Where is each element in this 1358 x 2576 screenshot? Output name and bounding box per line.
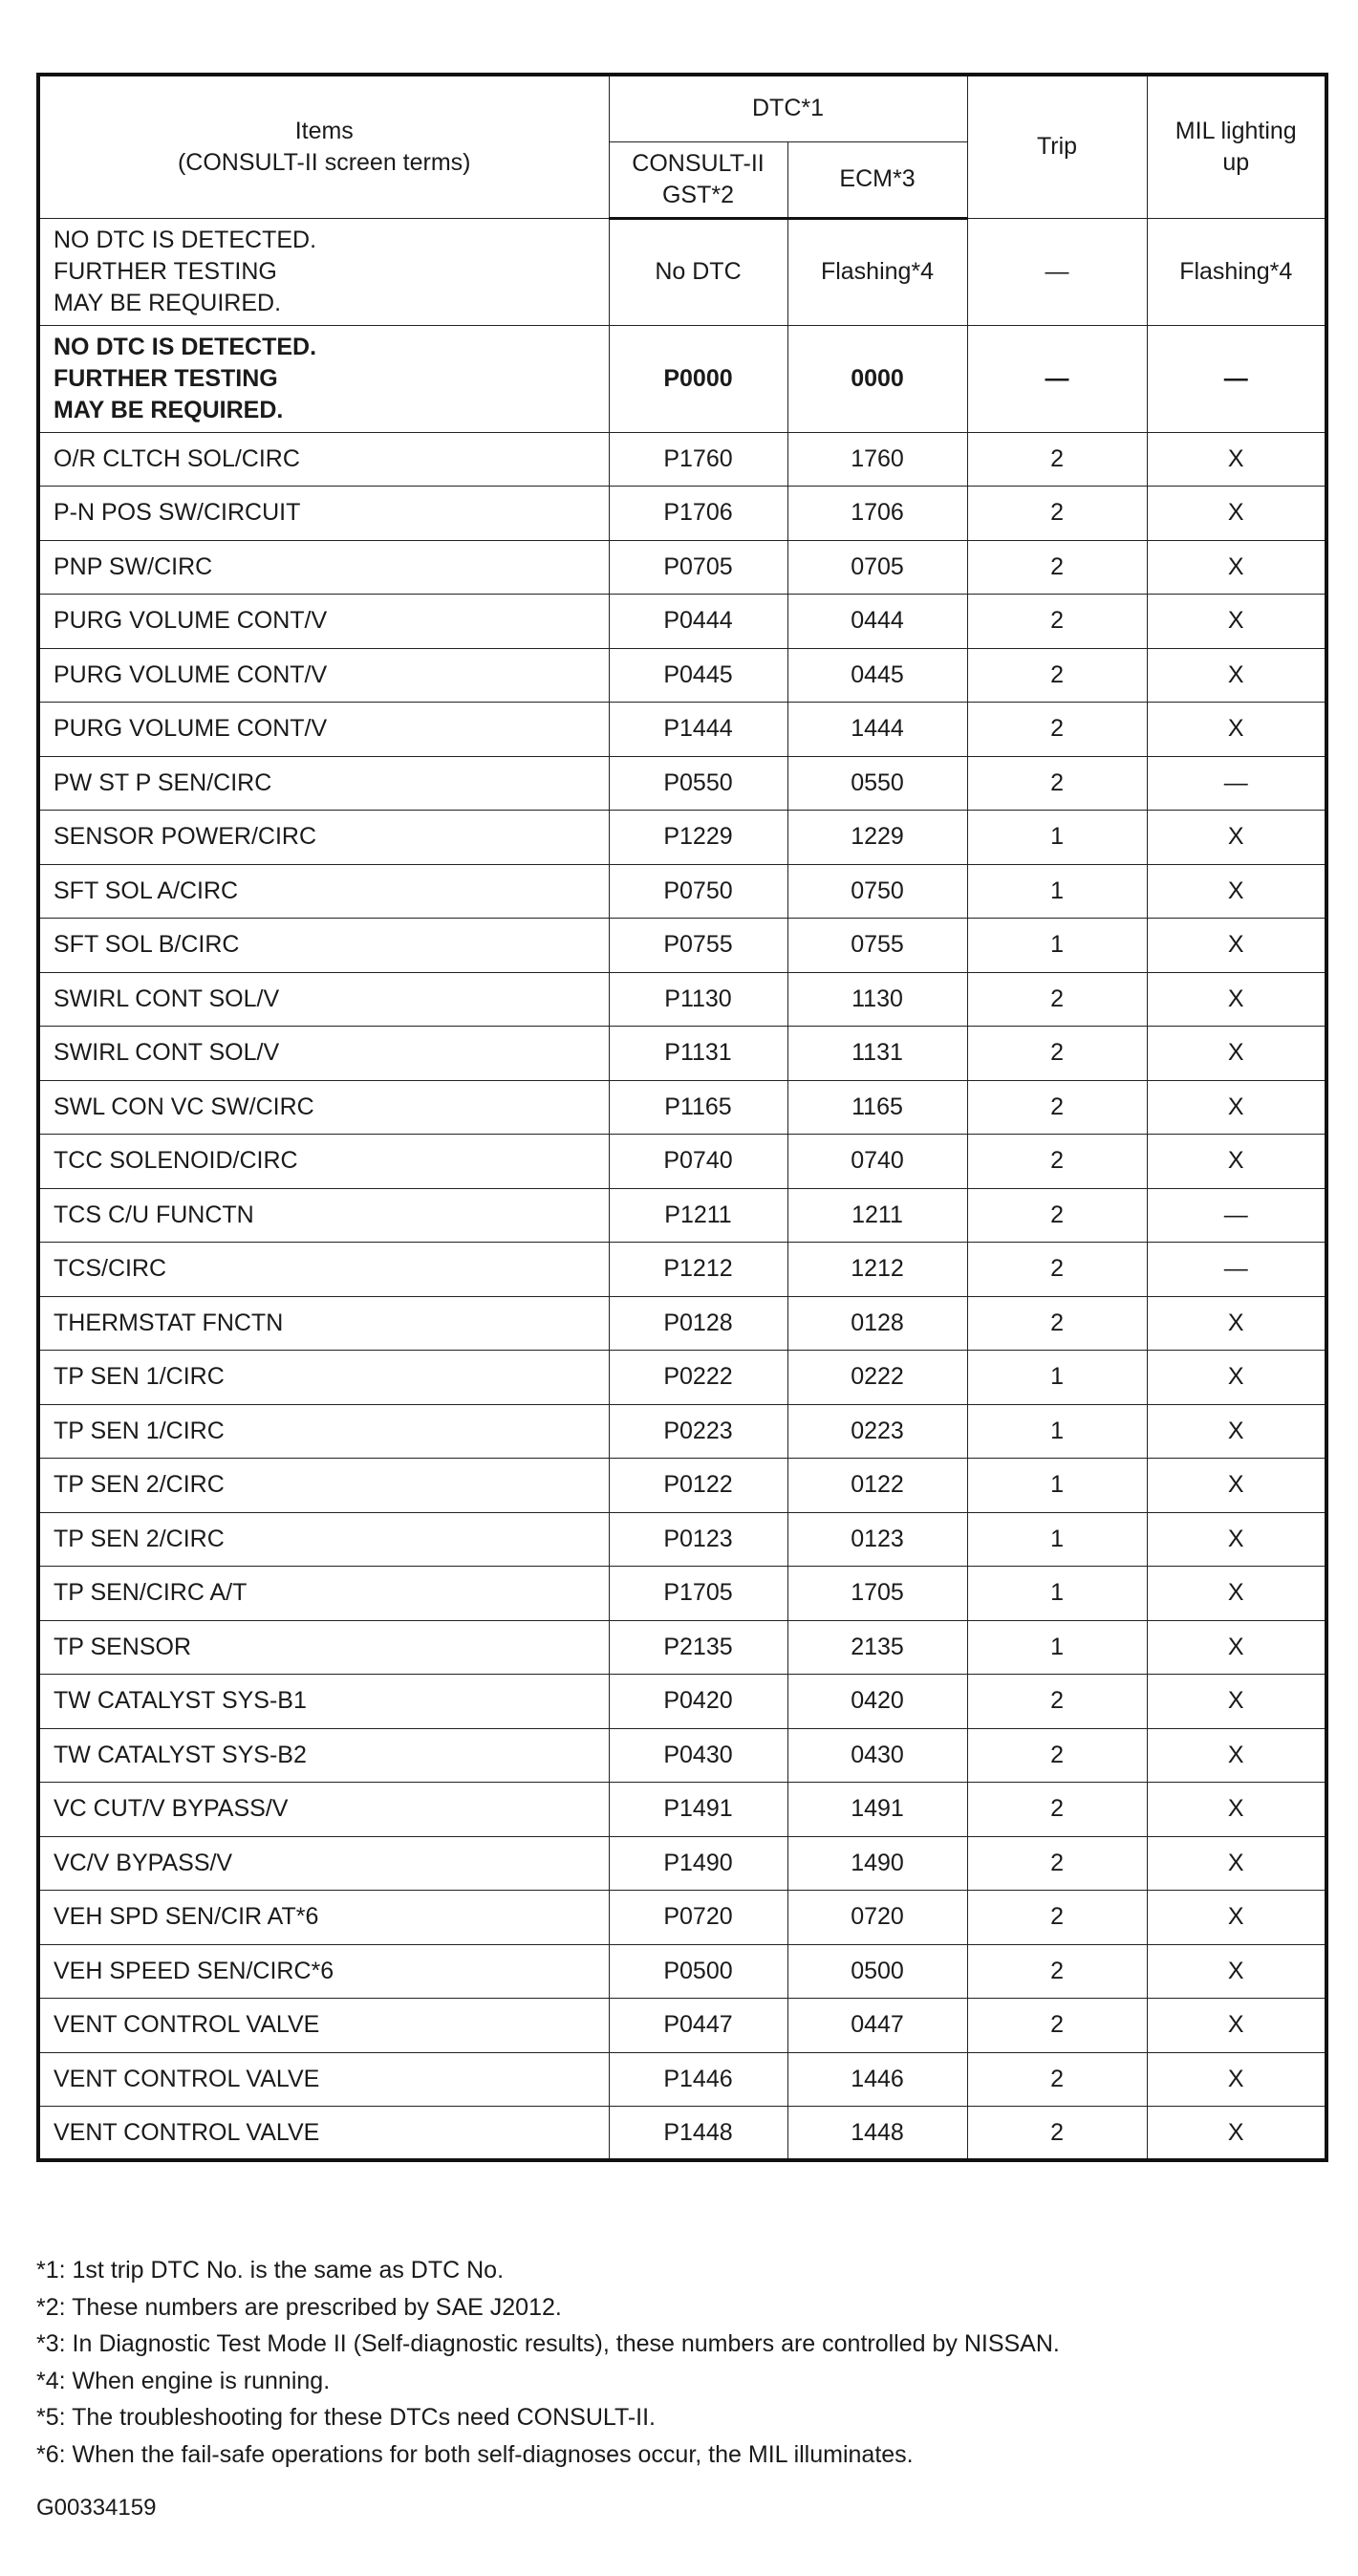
consult-code-cell: P1212 xyxy=(609,1243,787,1297)
mil-cell: X xyxy=(1147,1027,1326,1081)
item-cell: TP SEN 2/CIRC xyxy=(38,1459,609,1513)
table-body xyxy=(38,218,1326,2160)
consult-code-cell: P0122 xyxy=(609,1459,787,1513)
consult-header xyxy=(609,141,787,218)
footnote: *6: When the fail-safe operations for both self-diagnoses occur, the MIL illuminates. xyxy=(36,2440,914,2468)
table-row xyxy=(38,1620,1326,1675)
mil-cell: X xyxy=(1147,540,1326,595)
ecm-code-cell: 1444 xyxy=(787,703,967,757)
table-row xyxy=(38,487,1326,541)
mil-cell: X xyxy=(1147,1459,1326,1513)
trip-cell: 1 xyxy=(967,1512,1147,1567)
consult-code-cell: P1165 xyxy=(609,1080,787,1135)
consult-code-cell: P0123 xyxy=(609,1512,787,1567)
trip-cell: 1 xyxy=(967,811,1147,865)
ecm-code-cell: 0123 xyxy=(787,1512,967,1567)
ecm-code-cell: 1165 xyxy=(787,1080,967,1135)
table-row xyxy=(38,972,1326,1027)
item-line: FURTHER TESTING xyxy=(54,257,277,285)
table-row xyxy=(38,1459,1326,1513)
item-cell: TCS/CIRC xyxy=(38,1243,609,1297)
trip-cell: 2 xyxy=(967,487,1147,541)
table-row xyxy=(38,1567,1326,1621)
mil-header-line2: up xyxy=(1222,148,1250,176)
table-row xyxy=(38,1027,1326,1081)
item-cell: PURG VOLUME CONT/V xyxy=(38,703,609,757)
table-row xyxy=(38,1188,1326,1243)
item-cell: P-N POS SW/CIRCUIT xyxy=(38,487,609,541)
mil-cell: X xyxy=(1147,1999,1326,2053)
footnote: *2: These numbers are prescribed by SAE J2012. xyxy=(36,2293,562,2321)
trip-cell: 2 xyxy=(967,2107,1147,2161)
consult-code-cell: P0420 xyxy=(609,1675,787,1729)
table-row-no-dtc xyxy=(38,325,1326,432)
table-row xyxy=(38,1296,1326,1351)
ecm-code-cell: 1229 xyxy=(787,811,967,865)
item-cell: TCC SOLENOID/CIRC xyxy=(38,1135,609,1189)
item-cell xyxy=(38,218,609,325)
mil-cell: X xyxy=(1147,1512,1326,1567)
consult-header-line2: GST*2 xyxy=(661,181,735,208)
mil-cell: X xyxy=(1147,2107,1326,2161)
footnote: *1: 1st trip DTC No. is the same as DTC No. xyxy=(36,2257,505,2284)
table-row xyxy=(38,595,1326,649)
ecm-code-cell: 0447 xyxy=(787,1999,967,2053)
consult-code-cell: P1446 xyxy=(609,2052,787,2107)
trip-cell: 2 xyxy=(967,972,1147,1027)
consult-code-cell: P1448 xyxy=(609,2107,787,2161)
trip-cell: — xyxy=(967,325,1147,432)
trip-cell: 2 xyxy=(967,595,1147,649)
consult-code-cell: P0750 xyxy=(609,864,787,919)
table-row xyxy=(38,811,1326,865)
mil-cell: X xyxy=(1147,1728,1326,1783)
ecm-code-cell: 1448 xyxy=(787,2107,967,2161)
table-row xyxy=(38,1135,1326,1189)
consult-code-cell: P0223 xyxy=(609,1404,787,1459)
ecm-code-cell: 0223 xyxy=(787,1404,967,1459)
trip-cell: 2 xyxy=(967,1891,1147,1945)
table-row xyxy=(38,1728,1326,1783)
mil-cell: X xyxy=(1147,919,1326,973)
table-row xyxy=(38,1944,1326,1999)
item-line: MAY BE REQUIRED. xyxy=(54,396,284,423)
trip-cell: — xyxy=(967,218,1147,325)
trip-cell: 2 xyxy=(967,1836,1147,1891)
consult-code-cell: P1706 xyxy=(609,487,787,541)
consult-code-cell: P1229 xyxy=(609,811,787,865)
item-cell: TP SEN 2/CIRC xyxy=(38,1512,609,1567)
consult-code-cell: P1490 xyxy=(609,1836,787,1891)
ecm-code-cell: 1131 xyxy=(787,1027,967,1081)
item-cell: PNP SW/CIRC xyxy=(38,540,609,595)
trip-cell: 2 xyxy=(967,648,1147,703)
consult-code-cell: No DTC xyxy=(609,218,787,325)
table-row xyxy=(38,2107,1326,2161)
trip-cell: 2 xyxy=(967,1243,1147,1297)
item-cell: VEH SPD SEN/CIR AT*6 xyxy=(38,1891,609,1945)
items-header-line1: Items xyxy=(294,117,354,144)
item-cell: PW ST P SEN/CIRC xyxy=(38,756,609,811)
dtc-group-header: DTC*1 xyxy=(609,75,967,141)
mil-cell: X xyxy=(1147,1891,1326,1945)
trip-cell: 2 xyxy=(967,1783,1147,1837)
mil-cell: — xyxy=(1147,756,1326,811)
table-row xyxy=(38,1512,1326,1567)
item-cell: VENT CONTROL VALVE xyxy=(38,2107,609,2161)
item-cell: SWL CON VC SW/CIRC xyxy=(38,1080,609,1135)
item-cell: TCS C/U FUNCTN xyxy=(38,1188,609,1243)
trip-cell: 2 xyxy=(967,1944,1147,1999)
item-cell: TP SEN 1/CIRC xyxy=(38,1351,609,1405)
ecm-code-cell: 1212 xyxy=(787,1243,967,1297)
ecm-code-cell: 0755 xyxy=(787,919,967,973)
consult-code-cell: P0000 xyxy=(609,325,787,432)
ecm-code-cell: 1491 xyxy=(787,1783,967,1837)
ecm-code-cell: 0430 xyxy=(787,1728,967,1783)
table-row xyxy=(38,703,1326,757)
item-cell: PURG VOLUME CONT/V xyxy=(38,595,609,649)
consult-code-cell: P0740 xyxy=(609,1135,787,1189)
trip-cell: 2 xyxy=(967,1135,1147,1189)
ecm-code-cell: 1706 xyxy=(787,487,967,541)
ecm-code-cell: 1211 xyxy=(787,1188,967,1243)
item-cell: VENT CONTROL VALVE xyxy=(38,2052,609,2107)
consult-code-cell: P0447 xyxy=(609,1999,787,2053)
ecm-code-cell: 1705 xyxy=(787,1567,967,1621)
mil-cell: X xyxy=(1147,972,1326,1027)
trip-cell: 2 xyxy=(967,1188,1147,1243)
consult-code-cell: P0755 xyxy=(609,919,787,973)
trip-cell: 1 xyxy=(967,919,1147,973)
trip-cell: 2 xyxy=(967,756,1147,811)
footnote: *5: The troubleshooting for these DTCs need CONSULT-II. xyxy=(36,2404,656,2431)
item-cell: THERMSTAT FNCTN xyxy=(38,1296,609,1351)
ecm-code-cell: 1760 xyxy=(787,432,967,487)
trip-cell: 2 xyxy=(967,1675,1147,1729)
ecm-code-cell: 1446 xyxy=(787,2052,967,2107)
trip-cell: 1 xyxy=(967,864,1147,919)
item-cell: TW CATALYST SYS-B2 xyxy=(38,1728,609,1783)
trip-cell: 1 xyxy=(967,1404,1147,1459)
table-row xyxy=(38,648,1326,703)
mil-cell: X xyxy=(1147,1296,1326,1351)
mil-cell: X xyxy=(1147,811,1326,865)
consult-code-cell: P0500 xyxy=(609,1944,787,1999)
table-row xyxy=(38,919,1326,973)
consult-code-cell: P0705 xyxy=(609,540,787,595)
ecm-code-cell: 1490 xyxy=(787,1836,967,1891)
trip-cell: 2 xyxy=(967,1728,1147,1783)
table-row-no-dtc xyxy=(38,218,1326,325)
mil-cell: X xyxy=(1147,1135,1326,1189)
mil-cell: X xyxy=(1147,1944,1326,1999)
table-row xyxy=(38,1675,1326,1729)
table-row xyxy=(38,1999,1326,2053)
mil-cell: X xyxy=(1147,1620,1326,1675)
item-cell: TP SEN/CIRC A/T xyxy=(38,1567,609,1621)
table-row xyxy=(38,1080,1326,1135)
ecm-code-cell: 0500 xyxy=(787,1944,967,1999)
mil-cell: — xyxy=(1147,1243,1326,1297)
footnotes xyxy=(36,2252,1060,2473)
table-header xyxy=(38,75,1326,218)
ecm-code-cell: 1130 xyxy=(787,972,967,1027)
ecm-code-cell: 0705 xyxy=(787,540,967,595)
table-row xyxy=(38,1243,1326,1297)
item-cell: SWIRL CONT SOL/V xyxy=(38,1027,609,1081)
consult-code-cell: P1491 xyxy=(609,1783,787,1837)
ecm-code-cell: 0122 xyxy=(787,1459,967,1513)
consult-code-cell: P1444 xyxy=(609,703,787,757)
ecm-code-cell: 0128 xyxy=(787,1296,967,1351)
ecm-header: ECM*3 xyxy=(787,141,967,218)
consult-code-cell: P0445 xyxy=(609,648,787,703)
ecm-code-cell: 0750 xyxy=(787,864,967,919)
mil-header-line1: MIL lighting xyxy=(1175,117,1297,144)
mil-cell: X xyxy=(1147,1351,1326,1405)
consult-code-cell: P1131 xyxy=(609,1027,787,1081)
mil-cell: X xyxy=(1147,703,1326,757)
consult-code-cell: P1130 xyxy=(609,972,787,1027)
consult-code-cell: P0128 xyxy=(609,1296,787,1351)
trip-header: Trip xyxy=(967,75,1147,218)
mil-cell: X xyxy=(1147,1567,1326,1621)
ecm-code-cell: 0222 xyxy=(787,1351,967,1405)
ecm-code-cell: 0444 xyxy=(787,595,967,649)
trip-cell: 2 xyxy=(967,1296,1147,1351)
ecm-code-cell: Flashing*4 xyxy=(787,218,967,325)
figure-id: G00334159 xyxy=(36,2495,157,2521)
table-row xyxy=(38,1836,1326,1891)
mil-cell: X xyxy=(1147,432,1326,487)
table-row xyxy=(38,864,1326,919)
item-cell: SENSOR POWER/CIRC xyxy=(38,811,609,865)
mil-cell: — xyxy=(1147,325,1326,432)
trip-cell: 2 xyxy=(967,703,1147,757)
item-cell: O/R CLTCH SOL/CIRC xyxy=(38,432,609,487)
consult-code-cell: P0550 xyxy=(609,756,787,811)
item-cell: SWIRL CONT SOL/V xyxy=(38,972,609,1027)
ecm-code-cell: 0720 xyxy=(787,1891,967,1945)
trip-cell: 2 xyxy=(967,1080,1147,1135)
table-row xyxy=(38,1351,1326,1405)
item-cell: TP SEN 1/CIRC xyxy=(38,1404,609,1459)
ecm-code-cell: 0550 xyxy=(787,756,967,811)
trip-cell: 2 xyxy=(967,1999,1147,2053)
trip-cell: 2 xyxy=(967,540,1147,595)
consult-code-cell: P1760 xyxy=(609,432,787,487)
item-cell: PURG VOLUME CONT/V xyxy=(38,648,609,703)
item-cell: SFT SOL B/CIRC xyxy=(38,919,609,973)
footnote: *3: In Diagnostic Test Mode II (Self-diagnostic results), these numbers are controlled by NISSAN. xyxy=(36,2330,1060,2357)
table-row xyxy=(38,432,1326,487)
table-row xyxy=(38,1783,1326,1837)
consult-code-cell: P0444 xyxy=(609,595,787,649)
consult-code-cell: P0222 xyxy=(609,1351,787,1405)
ecm-code-cell: 0000 xyxy=(787,325,967,432)
header-row-1 xyxy=(38,75,1326,141)
item-cell: VEH SPEED SEN/CIRC*6 xyxy=(38,1944,609,1999)
consult-code-cell: P1211 xyxy=(609,1188,787,1243)
item-line: MAY BE REQUIRED. xyxy=(54,289,282,316)
item-cell: VENT CONTROL VALVE xyxy=(38,1999,609,2053)
mil-cell: X xyxy=(1147,2052,1326,2107)
trip-cell: 2 xyxy=(967,2052,1147,2107)
consult-header-line1: CONSULT-II xyxy=(632,149,765,177)
consult-code-cell: P1705 xyxy=(609,1567,787,1621)
item-cell: TW CATALYST SYS-B1 xyxy=(38,1675,609,1729)
item-cell: VC CUT/V BYPASS/V xyxy=(38,1783,609,1837)
mil-cell: X xyxy=(1147,595,1326,649)
trip-cell: 2 xyxy=(967,432,1147,487)
trip-cell: 1 xyxy=(967,1351,1147,1405)
ecm-code-cell: 0740 xyxy=(787,1135,967,1189)
ecm-code-cell: 0420 xyxy=(787,1675,967,1729)
table-row xyxy=(38,2052,1326,2107)
item-cell: SFT SOL A/CIRC xyxy=(38,864,609,919)
trip-cell: 1 xyxy=(967,1620,1147,1675)
table-row xyxy=(38,1404,1326,1459)
mil-cell: X xyxy=(1147,1404,1326,1459)
trip-cell: 2 xyxy=(967,1027,1147,1081)
item-cell xyxy=(38,325,609,432)
mil-cell: X xyxy=(1147,648,1326,703)
trip-cell: 1 xyxy=(967,1459,1147,1513)
item-cell: VC/V BYPASS/V xyxy=(38,1836,609,1891)
footnote: *4: When engine is running. xyxy=(36,2367,331,2394)
table-row xyxy=(38,1891,1326,1945)
mil-cell: Flashing*4 xyxy=(1147,218,1326,325)
item-line: NO DTC IS DETECTED. xyxy=(54,226,317,253)
consult-code-cell: P0430 xyxy=(609,1728,787,1783)
mil-cell: X xyxy=(1147,1836,1326,1891)
consult-code-cell: P2135 xyxy=(609,1620,787,1675)
mil-cell: X xyxy=(1147,1675,1326,1729)
items-header-line2: (CONSULT-II screen terms) xyxy=(177,148,471,176)
items-header xyxy=(38,75,609,218)
item-line: FURTHER TESTING xyxy=(54,364,278,392)
ecm-code-cell: 0445 xyxy=(787,648,967,703)
consult-code-cell: P0720 xyxy=(609,1891,787,1945)
table-row xyxy=(38,756,1326,811)
mil-cell: X xyxy=(1147,1080,1326,1135)
item-cell: TP SENSOR xyxy=(38,1620,609,1675)
table-row xyxy=(38,540,1326,595)
mil-header xyxy=(1147,75,1326,218)
ecm-code-cell: 2135 xyxy=(787,1620,967,1675)
trip-cell: 1 xyxy=(967,1567,1147,1621)
dtc-table xyxy=(36,73,1328,2162)
mil-cell: X xyxy=(1147,487,1326,541)
mil-cell: X xyxy=(1147,864,1326,919)
item-line: NO DTC IS DETECTED. xyxy=(54,333,317,360)
mil-cell: X xyxy=(1147,1783,1326,1837)
mil-cell: — xyxy=(1147,1188,1326,1243)
